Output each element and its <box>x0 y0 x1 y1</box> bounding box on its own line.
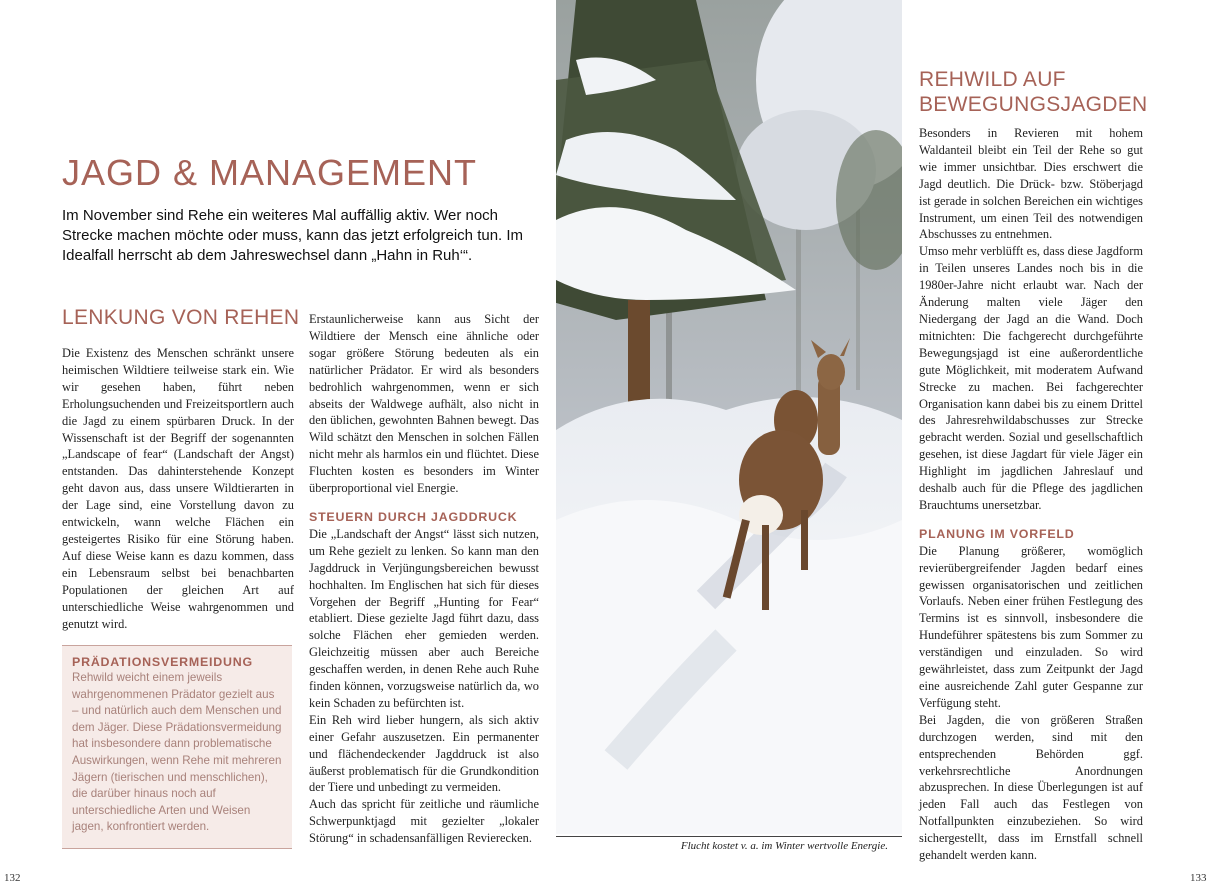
column-2 <box>309 311 539 847</box>
column-2-paragraph-4: Auch das spricht für zeitliche und räumliche Schwerpunktjagd mit gezielter „lokaler Störung“ in schadensanfälligen Revierecken. <box>309 797 539 846</box>
column-3 <box>919 125 1143 864</box>
caption-rule <box>556 836 902 837</box>
column-3-paragraph-2: Umso mehr verblüfft es, dass diese Jagdform in Teilen unseres Landes noch bis in die 1980er-Jahre nicht erlaubt war. Nach der Änderung malten viele Jäger den Niedergang der Jagd an die Wand. Doch mitnichten: Die fachgerecht durchgeführte Bewegungsjagd ist eine außerordentliche gute Möglichkeit, mit moderatem Aufwand Strecke zu machen. Bei fachgerechter Organisation kann dabei bis zu einem Drittel des Jahresrehwildabschusses zur Strecke gebracht werden. Sozial und gesellschaftlich gesehen, ist diese Jagdart für viele Jäger ein Highlight im jagdlichen Jahreslauf und deshalb auch für die Pflege des jagdlichen Brauchtums unersetzbar. <box>919 244 1143 512</box>
section-heading-rehwild <box>919 67 1148 117</box>
page-number-left: 132 <box>4 872 21 884</box>
photo-caption: Flucht kostet v. a. im Winter wertvolle Energie. <box>680 840 888 852</box>
column-2-paragraph-3: Ein Reh wird lieber hungern, als sich aktiv einer Gefahr auszusetzen. Ein permanenter und flächendeckender Jagddruck ist also äußerst problematisch für die Grundkondition der Tiere und unbedingt zu vermeiden. <box>309 712 539 795</box>
photo-illustration <box>556 0 902 834</box>
column-2-paragraph-2: Die „Landschaft der Angst“ lässt sich nutzen, um Rehe gezielt zu lenken. So kann man den Jagddruck in Verjüngungsbereichen bewusst hochhalten. Im Englischen hat sich für dieses Vorgehen der Begriff „Hunting for Fear“ etabliert. Diese gezielte Jagd führt dazu, dass solche Flächen eher gemieden werden. Gleichzeitig müssen aber auch Bereiche geschaffen werden, in denen Rehe auch Ruhe finden können, vorzugsweise natürlich da, wo kein Schaden zu befürchten ist. <box>309 526 539 710</box>
section-heading-lenkung: LENKUNG VON REHEN <box>62 306 300 329</box>
subheading-planung: PLANUNG IM VORFELD <box>919 526 1075 541</box>
intro-text: Im November sind Rehe ein weiteres Mal auffällig aktiv. Wer noch Strecke machen möchte oder muss, kann das jetzt erfolgreich tun. Im Idealfall herrscht ab dem Jahreswechsel dann „Hahn in Ruh‘“. <box>62 207 524 264</box>
column-1 <box>62 345 294 632</box>
page-title: JAGD & MANAGEMENT <box>62 152 478 193</box>
section-heading-rehwild-line-1: REHWILD AUF <box>919 68 1066 91</box>
section-heading-rehwild-line-2: BEWEGUNGSJAGDEN <box>919 93 1148 116</box>
info-box <box>62 645 292 849</box>
column-2-paragraph-1: Erstaunlicherweise kann aus Sicht der Wildtiere der Mensch eine ähnliche oder sogar größere Störung bedeuten als ein natürlicher Prädator. Er wird als besonders bedrohlich wahrgenommen, wenn er sich abseits der Waldwege aufhält, also nicht in den üblichen, gewohnten Bahnen bewegt. Das Wild schätzt den Menschen in solchen Fällen nicht mehr als harmlos ein und flüchtet. Diese Fluchten kosten es besonders im Winter überproportional viel Energie. <box>309 312 539 496</box>
photo-roe-deer-in-snow <box>556 0 902 834</box>
column-3-paragraph-1: Besonders in Revieren mit hohem Waldanteil bleibt ein Teil der Rehe so gut wie immer unsichtbar. Dies erschwert die Jagd deutlich. Die Drück- bzw. Stöberjagd ist gerade in solchen Bereichen ein wichtiges Instrument, um einen Teil des notwendigen Abschusses zu entnehmen. <box>919 126 1143 242</box>
column-1-paragraph: Die Existenz des Menschen schränkt unsere heimischen Wildtiere teilweise stark ein. Wie wir gesehen haben, führt neben Erholungsuchenden und Freizeitsportlern auch die Jagd zu einem spürbaren Druck. In der Wissenschaft ist der Begriff der sogenannten „Landscape of fear“ (Landschaft der Angst) entstanden. Das dahinterstehende Konzept geht davon aus, dass unsere Wildtierarten in der Lage sind, eine Vorstellung davon zu entwickeln, wann welche Flächen ein gesteigertes Risiko für eine Störung haben. Auf diese Weise kann es dazu kommen, dass ein Lebensraum selbst bei benachbarten Populationen der gleichen Art auf unterschiedliche Weise wahrgenommen und genutzt wird. <box>62 346 294 631</box>
column-3-paragraph-4: Bei Jagden, die von größeren Straßen durchzogen werden, sind mit den entsprechenden Behörden ggf. verkehrsrechtliche Anordnungen abzusprechen. In diese Überlegungen ist auf jeden Fall auch das Festlegen von Notfallpunkten einzubeziehen. So wird sichergestellt, dass im Ernstfall schnell gehandelt werden kann. <box>919 712 1143 863</box>
info-box-text: Rehwild weicht einem jeweils wahrgenommenen Prädator gezielt aus – und natürlich auch dem Menschen und dem Jäger. Diese Prädationsvermeidung hat insbesondere dann problematische Auswirkungen, wenn Rehe mit mehreren Jägern (tierischen und menschlichen), die darüber hinaus noch auf unterschiedliche Arten und Weisen jagen, konfrontiert werden. <box>72 671 282 834</box>
subheading-jagddruck: STEUERN DURCH JAGDDRUCK <box>309 509 518 524</box>
page-number-right: 133 <box>1190 872 1207 884</box>
column-3-paragraph-3: Die Planung größerer, womöglich revierübergreifender Jagden bedarf eines gewissen organisatorischen und zeitlichen Vorlaufs. Neben einer frühen Festlegung des Termins ist es sinnvoll, insbesondere die Hundeführer spätestens bis zum Sommer zu verständigen und einzuladen. So wird gewährleistet, dass zum Zeitpunkt der Jagd eine ausreichende Zahl guter Gespanne zur Verfügung steht. <box>919 543 1143 710</box>
info-box-heading: PRÄDATIONSVERMEIDUNG <box>72 655 253 669</box>
